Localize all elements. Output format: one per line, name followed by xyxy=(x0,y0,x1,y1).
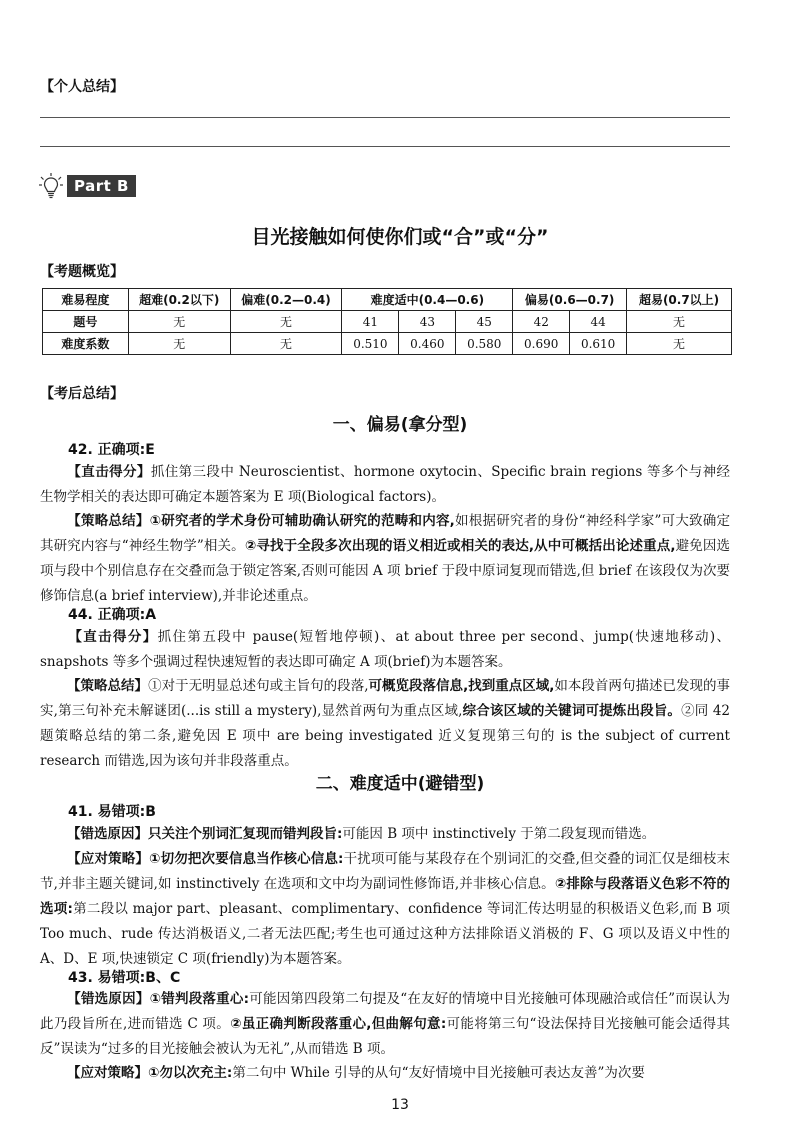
overview-heading: 【考题概览】 xyxy=(40,264,124,280)
emphasis-text: ②寻找于全段多次出现的语义相近或相关的表达,从中可概括出论述重点, xyxy=(244,538,676,554)
table-cell: 0.690 xyxy=(513,333,570,355)
table-cell: 无 xyxy=(230,311,342,333)
page-number: 13 xyxy=(391,1097,409,1113)
table-row xyxy=(43,311,732,333)
table-cell: 41 xyxy=(342,311,399,333)
paragraph-text: 可能因 B 项中 instinctively 于第二段复现而错选。 xyxy=(342,826,656,842)
q41-error-reason xyxy=(40,822,730,847)
summary-line-2 xyxy=(40,146,730,147)
table-cell: 0.580 xyxy=(456,333,513,355)
label: 【错选原因】 xyxy=(67,826,148,842)
lightbulb-icon xyxy=(38,172,64,200)
header-easy: 偏易(0.6—0.7) xyxy=(513,289,627,311)
paragraph-text: 抓住第三段中 Neuroscientist、hormone oxytocin、Specific brain regions 等多个与神经生物学相关的表达即可确定本题答案为 E 项(Biological factors)。 xyxy=(40,464,731,505)
emphasis-text: 只关注个别词汇复现而错判段旨: xyxy=(148,826,343,842)
row-label-question: 题号 xyxy=(43,311,129,333)
q41-strategy xyxy=(40,847,730,972)
q43-heading: 43. 易错项:B、C xyxy=(68,970,181,986)
q41-heading: 41. 易错项:B xyxy=(68,804,156,820)
emphasis-text: ①切勿把次要信息当作核心信息: xyxy=(149,851,344,867)
table-row xyxy=(43,333,732,355)
section-title-easy: 一、偏易(拿分型) xyxy=(332,415,468,435)
label: 【直击得分】 xyxy=(67,629,158,645)
table-cell: 45 xyxy=(456,311,513,333)
emphasis-text: 综合该区域的关键词可提炼出段旨。 xyxy=(462,703,682,719)
q43-strategy xyxy=(40,1061,730,1086)
emphasis-text: ②排除与段落语义色彩不符的选项: xyxy=(40,876,730,917)
summary-line-1 xyxy=(40,117,730,118)
q42-strategy xyxy=(40,509,730,609)
paragraph-text: 抓住第五段中 pause(短暂地停顿)、at about three per second、jump(快速地移动)、snapshots 等多个强调过程快速短暂的表达即可确定 A 项(brief)为本题答案。 xyxy=(40,629,730,670)
paragraph-text: 可能将第三句“设法保持目光接触可能会适得其反”误读为“过多的目光接触会被认为无礼”,从而错选 B 项。 xyxy=(40,1016,731,1057)
q44-heading: 44. 正确项:A xyxy=(68,607,157,623)
label: 【错选原因】 xyxy=(67,991,150,1007)
table-cell: 43 xyxy=(399,311,456,333)
part-b-badge: Part B xyxy=(67,175,136,197)
part-b-header xyxy=(38,172,136,200)
paragraph-text: 如根据研究者的身份“神经科学家”可大致确定其研究内容与“神经生物学”相关。 xyxy=(40,513,731,554)
table-cell: 0.510 xyxy=(342,333,399,355)
emphasis-text: ②虽正确判断段落重心,但曲解句意: xyxy=(230,1016,447,1032)
label: 【策略总结】 xyxy=(67,513,150,529)
table-cell: 无 xyxy=(627,311,732,333)
paragraph-text: 避免因选项与段中个别信息存在交叠而急于锁定答案,否则可能因 A 项 brief 于段中原词复现而错选,但 brief 在该段仅为次要修饰信息(a brief interview),并非论述重点。 xyxy=(40,538,730,604)
paragraph-text: 第二句中 While 引导的从句“友好情境中目光接触可表达友善”为次要 xyxy=(232,1065,645,1081)
table-cell: 0.610 xyxy=(570,333,627,355)
header-difficulty: 难易程度 xyxy=(43,289,129,311)
q44-strategy xyxy=(40,674,730,774)
table-cell: 无 xyxy=(128,333,230,355)
paragraph-text: ②同 42 题策略总结的第二条,避免因 E 项中 are being investigated 近义复现第三句的 is the subject of current research 而错选,因为该句并非段落重点。 xyxy=(40,703,730,769)
label: 【应对策略】 xyxy=(67,851,150,867)
section-title-medium: 二、难度适中(避错型) xyxy=(315,774,485,794)
post-exam-heading: 【考后总结】 xyxy=(40,386,124,402)
table-cell: 无 xyxy=(627,333,732,355)
table-cell: 无 xyxy=(230,333,342,355)
difficulty-table xyxy=(42,288,732,355)
emphasis-text: ①勿以次充主: xyxy=(148,1065,233,1081)
page-title: 目光接触如何使你们或“合”或“分” xyxy=(251,226,549,248)
q42-direct-score xyxy=(40,460,730,510)
paragraph-text: 第二段以 major part、pleasant、complimentary、confidence 等词汇传达明显的积极语义色彩,而 B 项 Too much、rude 传达消极语义,二者无法匹配;考生也可通过这种方法排除语义消极的 F、G 项以及语义中性的 A、D、E 项,快速锁定 C 项(friendly)为本题答案。 xyxy=(40,901,730,967)
q44-direct-score xyxy=(40,625,730,675)
label: 【策略总结】 xyxy=(67,678,149,694)
q43-error-reason xyxy=(40,987,730,1062)
paragraph-text: 干扰项可能与某段存在个别词汇的交叠,但交叠的词汇仅是细枝末节,并非主题关键词,如 instinctively 在选项和文中均为副词性修饰语,并非核心信息。 xyxy=(40,851,730,892)
table-cell: 44 xyxy=(570,311,627,333)
emphasis-text: 可概览段落信息,找到重点区域, xyxy=(368,678,555,694)
table-cell: 无 xyxy=(128,311,230,333)
label: 【应对策略】 xyxy=(67,1065,148,1081)
q42-heading: 42. 正确项:E xyxy=(68,442,155,458)
row-label-coefficient: 难度系数 xyxy=(43,333,129,355)
paragraph-text: 可能因第四段第二句提及“在友好的情境中目光接触可体现融洽或信任”而误认为此乃段旨所在,进而错选 C 项。 xyxy=(40,991,730,1032)
label: 【直击得分】 xyxy=(67,464,151,480)
personal-summary-heading: 【个人总结】 xyxy=(40,79,124,95)
emphasis-text: ①错判段落重心: xyxy=(149,991,250,1007)
table-cell: 42 xyxy=(513,311,570,333)
emphasis-text: ①研究者的学术身份可辅助确认研究的范畴和内容, xyxy=(149,513,455,529)
table-cell: 0.460 xyxy=(399,333,456,355)
header-hard: 偏难(0.2—0.4) xyxy=(230,289,342,311)
header-medium: 难度适中(0.4—0.6) xyxy=(342,289,513,311)
header-very-hard: 超难(0.2以下) xyxy=(128,289,230,311)
paragraph-text: 如本段首两句描述已发现的事实,第三句补充未解谜团(...is still a mystery),显然首两句为重点区域, xyxy=(40,678,731,719)
table-header-row xyxy=(43,289,732,311)
header-very-easy: 超易(0.7以上) xyxy=(627,289,732,311)
paragraph-text: ①对于无明显总述句或主旨句的段落, xyxy=(148,678,369,694)
